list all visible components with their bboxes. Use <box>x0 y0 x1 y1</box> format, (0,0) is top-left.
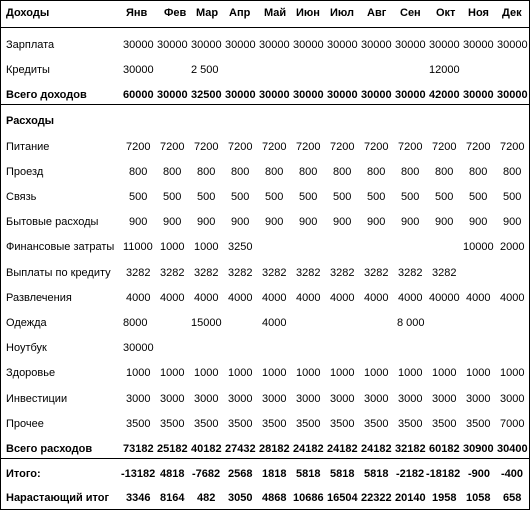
cell: 30000 <box>225 89 256 101</box>
cell: 800 <box>265 166 284 178</box>
cell: 30000 <box>327 89 358 101</box>
cell: 24182 <box>327 443 358 455</box>
cell: 3000 <box>466 393 491 405</box>
cell: 900 <box>129 216 148 228</box>
cell: 1000 <box>500 367 525 379</box>
cell: 7200 <box>398 141 423 153</box>
cell: 32182 <box>395 443 426 455</box>
cell: 4000 <box>330 292 355 304</box>
cell: 7200 <box>500 141 525 153</box>
cell: 60000 <box>123 89 154 101</box>
cell: 800 <box>401 166 420 178</box>
month-header-may: Май <box>264 7 287 19</box>
row-label: Прочее <box>6 418 44 430</box>
cell: 800 <box>435 166 454 178</box>
cell: 500 <box>163 191 182 203</box>
cell: 800 <box>299 166 318 178</box>
cell: 7000 <box>500 418 525 430</box>
cell: 4000 <box>262 317 287 329</box>
cell: 3500 <box>262 418 287 430</box>
cell: 800 <box>231 166 250 178</box>
cell: 3500 <box>194 418 219 430</box>
cell: 30000 <box>259 89 290 101</box>
cell: 30000 <box>191 39 222 51</box>
cell: 3282 <box>160 267 185 279</box>
cell: 3282 <box>228 267 253 279</box>
cell: 3282 <box>398 267 423 279</box>
cell: 1000 <box>398 367 423 379</box>
cell: 800 <box>197 166 216 178</box>
cell: 15000 <box>191 317 222 329</box>
cell: 3500 <box>432 418 457 430</box>
cell: 30000 <box>123 64 154 76</box>
cell: 8000 <box>123 317 148 329</box>
cell: 30000 <box>293 39 324 51</box>
cell: 40000 <box>429 292 460 304</box>
row-label: Нарастающий итог <box>6 492 110 504</box>
cell: 42000 <box>429 89 460 101</box>
cell: 3346 <box>126 492 151 504</box>
cell: 3000 <box>330 393 355 405</box>
cell: 32500 <box>191 89 222 101</box>
cell: 500 <box>333 191 352 203</box>
cell: 4000 <box>126 292 151 304</box>
cell: 7200 <box>432 141 457 153</box>
cell: 3000 <box>296 393 321 405</box>
row-label: Питание <box>6 141 50 153</box>
month-header-dec: Дек <box>502 7 522 19</box>
cell: 24182 <box>293 443 324 455</box>
cell: 4000 <box>194 292 219 304</box>
cell: 1000 <box>194 367 219 379</box>
cell: 3500 <box>126 418 151 430</box>
cell: 3000 <box>262 393 287 405</box>
cell: 3282 <box>262 267 287 279</box>
cell: 10686 <box>293 492 324 504</box>
row-label: Бытовые расходы <box>6 216 99 228</box>
cell: 3500 <box>330 418 355 430</box>
cell: 3282 <box>194 267 219 279</box>
cell: 500 <box>469 191 488 203</box>
cell: 900 <box>367 216 386 228</box>
row-label: Одежда <box>6 317 47 329</box>
cell: 25182 <box>157 443 188 455</box>
cell: 800 <box>469 166 488 178</box>
cell: 658 <box>503 492 522 504</box>
cell: 30000 <box>395 39 426 51</box>
cell: 4000 <box>296 292 321 304</box>
cell: 500 <box>299 191 318 203</box>
cell: 24182 <box>361 443 392 455</box>
cell: 4000 <box>364 292 389 304</box>
expense-header-label: Расходы <box>6 115 55 127</box>
cell: 900 <box>333 216 352 228</box>
cell: 30000 <box>123 39 154 51</box>
cell: 500 <box>503 191 522 203</box>
cell: 30900 <box>463 443 494 455</box>
cell: 900 <box>435 216 454 228</box>
row-label: Выплаты по кредиту <box>6 267 111 279</box>
cell: 1000 <box>466 367 491 379</box>
cell: 2 500 <box>191 64 219 76</box>
cell: 16504 <box>327 492 358 504</box>
row-label: Финансовые затраты <box>6 241 115 253</box>
month-header-aug: Авг <box>367 7 387 19</box>
cell: 3500 <box>466 418 491 430</box>
cell: 3282 <box>296 267 321 279</box>
cell: 8164 <box>160 492 185 504</box>
cell: 4000 <box>466 292 491 304</box>
cell: -18182 <box>426 468 461 480</box>
cell: 3000 <box>126 393 151 405</box>
cell: 22322 <box>361 492 392 504</box>
cell: -13182 <box>121 468 156 480</box>
income-header-label: Доходы <box>6 7 50 19</box>
cell: 5818 <box>364 468 389 480</box>
month-header-apr: Апр <box>229 7 251 19</box>
cell: -900 <box>468 468 491 480</box>
cell: 900 <box>503 216 522 228</box>
cell: 5818 <box>296 468 321 480</box>
cell: 1000 <box>160 367 185 379</box>
cell: 3000 <box>194 393 219 405</box>
cell: 8 000 <box>397 317 425 329</box>
cell: 900 <box>265 216 284 228</box>
cell: 4000 <box>160 292 185 304</box>
cell: 3282 <box>330 267 355 279</box>
cell: 900 <box>469 216 488 228</box>
cell: 30000 <box>361 39 392 51</box>
cell: 30000 <box>429 39 460 51</box>
cell: 73182 <box>123 443 154 455</box>
cell: 800 <box>367 166 386 178</box>
cell: 4000 <box>228 292 253 304</box>
cell: 3050 <box>228 492 253 504</box>
cell: 500 <box>197 191 216 203</box>
cell: 40182 <box>191 443 222 455</box>
cell: 30000 <box>463 39 494 51</box>
cell: 500 <box>129 191 148 203</box>
cell: 30400 <box>497 443 528 455</box>
cell: 3500 <box>160 418 185 430</box>
cell: 30000 <box>157 89 188 101</box>
month-header-jul: Июл <box>330 7 355 19</box>
cell: -7682 <box>192 468 221 480</box>
cell: 10000 <box>463 241 494 253</box>
cell: 1000 <box>364 367 389 379</box>
cell: 30000 <box>259 39 290 51</box>
cell: 30000 <box>293 89 324 101</box>
cell: -400 <box>501 468 524 480</box>
cell: 3500 <box>364 418 389 430</box>
cell: 1000 <box>160 241 185 253</box>
cell: 3282 <box>432 267 457 279</box>
cell: 7200 <box>296 141 321 153</box>
cell: 7200 <box>330 141 355 153</box>
cell: 30000 <box>395 89 426 101</box>
cell: 3000 <box>500 393 525 405</box>
cell: 7200 <box>262 141 287 153</box>
cell: 20140 <box>395 492 426 504</box>
cell: 7200 <box>228 141 253 153</box>
row-label: Здоровье <box>6 367 56 379</box>
cell: 500 <box>265 191 284 203</box>
cell: 900 <box>197 216 216 228</box>
cell: 1000 <box>228 367 253 379</box>
month-header-jan: Янв <box>126 7 148 19</box>
row-label: Проезд <box>6 166 44 178</box>
cell: 30000 <box>361 89 392 101</box>
cell: 30000 <box>463 89 494 101</box>
cell: 900 <box>401 216 420 228</box>
cell: 800 <box>503 166 522 178</box>
row-label: Инвестиции <box>6 393 68 405</box>
cell: 7200 <box>194 141 219 153</box>
cell: 4818 <box>160 468 185 480</box>
cell: 4000 <box>398 292 423 304</box>
cell: 3500 <box>398 418 423 430</box>
cell: 4868 <box>262 492 287 504</box>
cell: 7200 <box>126 141 151 153</box>
cell: 7200 <box>160 141 185 153</box>
cell: 482 <box>197 492 216 504</box>
cell: 3500 <box>228 418 253 430</box>
cell: 500 <box>401 191 420 203</box>
month-header-feb: Фев <box>164 7 187 19</box>
cell: 30000 <box>225 39 256 51</box>
cell: 1000 <box>126 367 151 379</box>
cell: 7200 <box>466 141 491 153</box>
cell: 3282 <box>364 267 389 279</box>
cell: 60182 <box>429 443 460 455</box>
cell: 3000 <box>398 393 423 405</box>
cell: 1818 <box>262 468 287 480</box>
cell: 4000 <box>500 292 525 304</box>
cell: 1000 <box>432 367 457 379</box>
cell: 1000 <box>262 367 287 379</box>
cell: 500 <box>231 191 250 203</box>
cell: 3000 <box>160 393 185 405</box>
row-label: Всего доходов <box>6 89 87 101</box>
cell: 2568 <box>228 468 253 480</box>
cell: 3282 <box>126 267 151 279</box>
month-header-nov: Ноя <box>468 7 489 19</box>
cell: 27432 <box>225 443 256 455</box>
cell: 1000 <box>296 367 321 379</box>
cell: 7200 <box>364 141 389 153</box>
cell: 30000 <box>497 39 528 51</box>
cell: 30000 <box>123 342 154 354</box>
month-header-mar: Мар <box>196 7 219 19</box>
row-label: Кредиты <box>6 64 50 76</box>
cell: 28182 <box>259 443 290 455</box>
row-label: Всего расходов <box>6 443 93 455</box>
month-header-sep: Сен <box>400 7 421 19</box>
row-label: Зарплата <box>6 39 55 51</box>
cell: 1000 <box>194 241 219 253</box>
cell: 1000 <box>330 367 355 379</box>
cell: 30000 <box>157 39 188 51</box>
cell: 4000 <box>262 292 287 304</box>
row-label: Ноутбук <box>6 342 47 354</box>
row-label: Итого: <box>6 468 41 480</box>
cell: 12000 <box>429 64 460 76</box>
cell: 3000 <box>228 393 253 405</box>
month-header-jun: Июн <box>296 7 320 19</box>
cell: 11000 <box>123 241 153 253</box>
cell: 3250 <box>228 241 253 253</box>
row-label: Связь <box>6 191 37 203</box>
cell: 800 <box>163 166 182 178</box>
cell: 500 <box>367 191 386 203</box>
cell: 3500 <box>296 418 321 430</box>
cell: 3000 <box>364 393 389 405</box>
cell: 900 <box>163 216 182 228</box>
month-header-oct: Окт <box>436 7 456 19</box>
cell: 1958 <box>432 492 457 504</box>
cell: 500 <box>435 191 454 203</box>
cell: 800 <box>129 166 148 178</box>
cell: 5818 <box>330 468 355 480</box>
cell: 900 <box>231 216 250 228</box>
cell: 1058 <box>466 492 491 504</box>
cell: -2182 <box>396 468 425 480</box>
cell: 800 <box>333 166 352 178</box>
cell: 30000 <box>327 39 358 51</box>
cell: 900 <box>299 216 318 228</box>
cell: 30000 <box>497 89 528 101</box>
cell: 2000 <box>500 241 525 253</box>
cell: 3000 <box>432 393 457 405</box>
row-label: Развлечения <box>6 292 72 304</box>
